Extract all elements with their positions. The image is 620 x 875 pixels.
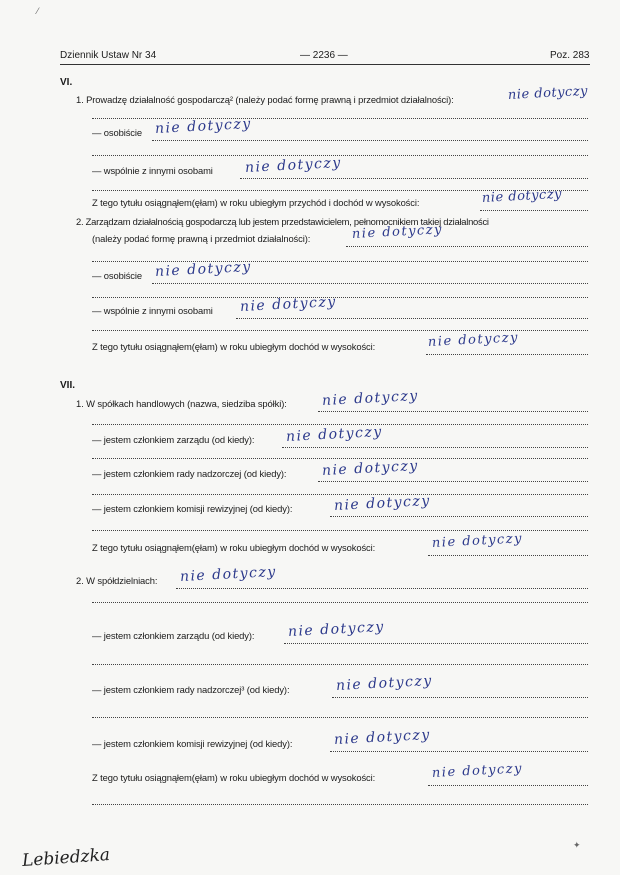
vii-2-supervisory-line xyxy=(332,697,588,698)
vii-2-income-line-2 xyxy=(92,804,588,805)
vii-2-income-answer: nie dotyczy xyxy=(431,761,524,781)
vii-1-audit-answer: nie dotyczy xyxy=(333,492,432,514)
vii-2-audit-answer: nie dotyczy xyxy=(333,726,432,748)
vii-1-supervisory-answer: nie dotyczy xyxy=(321,457,420,479)
vi-1-personally-answer: nie dotyczy xyxy=(154,115,253,137)
vii-1-audit-line xyxy=(330,516,588,517)
vii-2-answer: nie dotyczy xyxy=(179,563,278,585)
vi-2-income-answer: nie dotyczy xyxy=(427,330,520,350)
vi-2-jointly-line xyxy=(236,318,588,319)
vii-2-board-answer: nie dotyczy xyxy=(287,618,386,640)
vi-1-income-line xyxy=(480,210,588,211)
vi-2-answer: nie dotyczy xyxy=(351,222,444,242)
vi-2-label-line1: 2. Zarządzam działalnością gospodarczą lub jestem przedstawicielem, pełnomocnikiem takiej działalności xyxy=(76,216,489,227)
vii-1-income-answer: nie dotyczy xyxy=(431,531,524,551)
vi-2-jointly-label: — wspólnie z innymi osobami xyxy=(92,305,213,316)
vi-2-line xyxy=(346,246,588,247)
scan-mark-top: ⁄ xyxy=(37,6,39,16)
position-number: Poz. 283 xyxy=(550,50,590,61)
vii-1-line xyxy=(318,411,588,412)
vi-1-jointly-label: — wspólnie z innymi osobami xyxy=(92,165,213,176)
vi-1-jointly-answer: nie dotyczy xyxy=(244,154,343,176)
vii-1-supervisory-line-2 xyxy=(92,494,588,495)
vii-1-audit-label: — jestem członkiem komisji rewizyjnej (od kiedy): xyxy=(92,503,293,514)
vii-2-audit-line xyxy=(330,751,588,752)
vi-1-income-label: Z tego tytułu osiągnąłem(ęłam) w roku ubiegłym przychód i dochód w wysokości: xyxy=(92,197,420,208)
vii-2-supervisory-answer: nie dotyczy xyxy=(335,672,434,694)
vi-1-label: 1. Prowadzę działalność gospodarczą² (należy podać formę prawną i przedmiot działalności): xyxy=(76,94,454,105)
vi-2-jointly-answer: nie dotyczy xyxy=(239,293,338,315)
vi-2-personally-answer: nie dotyczy xyxy=(154,258,253,280)
vii-2-audit-label: — jestem członkiem komisji rewizyjnej (od kiedy): xyxy=(92,738,293,749)
section-vi-title: VI. xyxy=(60,77,73,88)
vii-1-board-line xyxy=(282,447,588,448)
vii-2-income-line xyxy=(428,785,588,786)
vi-1-income-answer: nie dotyczy xyxy=(481,186,563,206)
vii-1-income-line xyxy=(428,555,588,556)
header-rule xyxy=(60,64,590,65)
vii-2-line xyxy=(176,588,588,589)
journal-title: Dziennik Ustaw Nr 34 xyxy=(60,50,157,61)
vii-1-supervisory-label: — jestem członkiem rady nadzorczej (od kiedy): xyxy=(92,468,287,479)
vii-1-board-line-2 xyxy=(92,458,588,459)
vi-2-personally-line-2 xyxy=(92,297,588,298)
vii-1-answer: nie dotyczy xyxy=(321,387,420,409)
page-number: — 2236 — xyxy=(300,50,348,61)
vii-1-supervisory-line xyxy=(318,481,588,482)
vii-1-income-label: Z tego tytułu osiągnąłem(ęłam) w roku ubiegłym dochód w wysokości: xyxy=(92,542,376,553)
vii-2-line-2 xyxy=(92,602,588,603)
vi-2-personally-label: — osobiście xyxy=(92,270,142,281)
vii-2-label: 2. W spółdzielniach: xyxy=(76,575,158,586)
scan-mark-bottom: ✦ xyxy=(573,840,581,850)
vi-2-line-2 xyxy=(92,261,588,262)
vi-2-income-line xyxy=(426,354,588,355)
vi-2-personally-line xyxy=(152,283,588,284)
vii-2-supervisory-line-2 xyxy=(92,717,588,718)
vii-2-board-line-2 xyxy=(92,664,588,665)
vii-1-label: 1. W spółkach handlowych (nazwa, siedziba spółki): xyxy=(76,398,287,409)
vii-2-board-line xyxy=(284,643,588,644)
vi-1-jointly-line xyxy=(240,178,588,179)
vii-2-income-label: Z tego tytułu osiągnąłem(ęłam) w roku ubiegłym dochód w wysokości: xyxy=(92,772,376,783)
vii-2-board-label: — jestem członkiem zarządu (od kiedy): xyxy=(92,630,255,641)
signature: Lebiedzka xyxy=(21,844,111,872)
vii-1-board-label: — jestem członkiem zarządu (od kiedy): xyxy=(92,434,255,445)
vi-1-personally-line xyxy=(152,140,588,141)
vi-2-income-label: Z tego tytułu osiągnąłem(ęłam) w roku ubiegłym dochód w wysokości: xyxy=(92,341,376,352)
section-vii-title: VII. xyxy=(60,380,76,391)
vi-2-label-line2: (należy podać formę prawną i przedmiot działalności): xyxy=(92,233,311,244)
vii-2-supervisory-label: — jestem członkiem rady nadzorczej³ (od kiedy): xyxy=(92,684,290,695)
vii-1-line-2 xyxy=(92,424,588,425)
vi-1-answer: nie dotyczy xyxy=(507,83,589,103)
vii-1-board-answer: nie dotyczy xyxy=(285,423,384,445)
vi-1-line xyxy=(92,118,588,119)
vi-1-personally-label: — osobiście xyxy=(92,127,142,138)
